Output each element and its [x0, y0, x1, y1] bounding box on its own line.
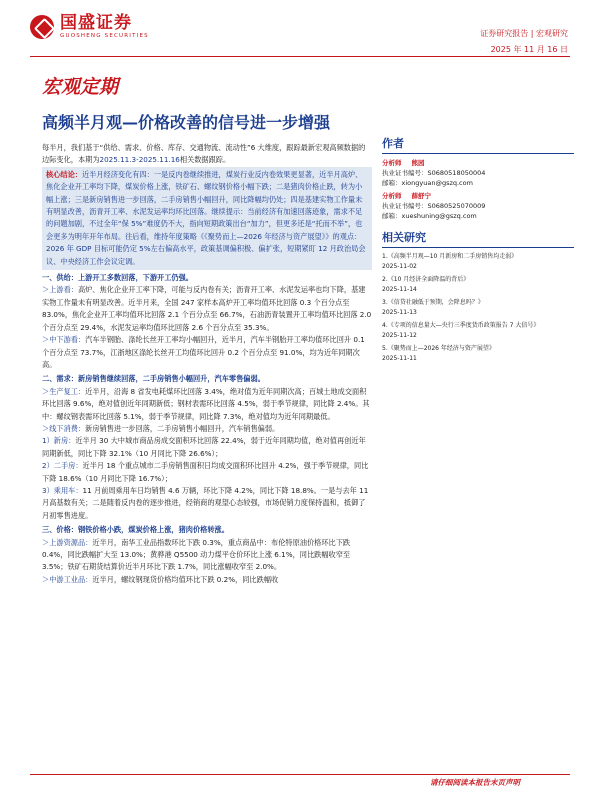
analyst-email[interactable]: 邮箱：xueshuning@gszq.com: [382, 212, 477, 220]
header-divider: [30, 56, 570, 57]
intro-period: 2025.11.3-2025.11.16: [99, 155, 180, 165]
para-second-house: 2）二手房：近半月 18 个重点城市二手房销售面积日均成交面积环比回升 4.2%，强于季节规律，同比下降 18.6%（10 月同比下降 16.7%）；: [42, 461, 369, 483]
authors-heading: 作者: [382, 135, 574, 154]
footer-divider: [30, 774, 570, 775]
report-date: 2025 年 11 月 16 日: [490, 45, 568, 54]
analyst-card: 分析师 熊园 执业证书编号：S0680518050004 邮箱：xiongyuan@gszq.com: [382, 158, 574, 188]
para-midstream: ＞中下游看：汽车半钢胎、涤纶长丝开工率均小幅回升，近半月，汽车半钢胎开工率均值环比回升 0.1 个百分点至 73.7%，江浙地区涤纶长丝开工均值环比回升 0.2 个百分点至 91.0%，均为近年同期次高。: [42, 335, 365, 369]
disclaimer-note: 请仔细阅读本报告末页声明: [430, 778, 520, 787]
page-header: [0, 0, 600, 62]
heading-demand: 二、需求：新房销售继续回落，二手房销售小幅回升，汽车零售偏弱。: [42, 374, 265, 384]
para-industrial: ＞中游工业品：近半月，螺纹钢现货价格均值环比下跌 0.2%，同比跌幅收: [42, 574, 279, 584]
intro-paragraph: 每半月，我们基于“供给、需求、价格、库存、交通物流、流动性”6 大维度，跟踪最新宏观高频数据的边际变化，本期为2025.11.3-2025.11.16相关数据跟踪。: [42, 143, 366, 165]
related-report-link[interactable]: 3.《信贷社融低于预期，会降息吗？》 2025-11-13: [382, 299, 484, 316]
related-report-link[interactable]: 2.《10 月经济全面降温的背后》 2025-11-14: [382, 276, 470, 293]
heading-supply: 一、供给：上游开工多数回落，下游开工仍强。: [42, 273, 193, 283]
related-heading: 相关研究: [382, 229, 574, 248]
para-resources: ＞上游资源品：近半月，南华工业品指数环比下跌 0.3%，重点商品中：布伦特原油价格环比下跌 0.4%，同比跌幅扩大至 13.0%；黄骅港 Q5500 动力煤平仓价环比上涨 6.1%，同比跌幅收窄至 3.5%；铁矿石期货结算价近半月环比下跌 1.7%，同比涨幅收窄至 2.0%。: [42, 537, 351, 572]
analyst-email[interactable]: 邮箱：xiongyuan@gszq.com: [382, 179, 473, 187]
para-consumption: ＞线下消费：新房销售进一步回落，二手房销售小幅回升，汽车销售偏弱。: [42, 423, 280, 433]
page-footer: [30, 774, 570, 788]
related-report-link[interactable]: 4.《专项的信息量大—央行三季度货币政策报告 7 大信号》 2025-11-12: [382, 322, 540, 339]
heading-price: 三、价格：钢铁价格小跌，煤炭价格上涨，猪肉价格转涨。: [42, 525, 229, 535]
logo-name-en: GUOSHENG SECURITIES: [60, 33, 149, 39]
para-upstream: ＞上游看：高炉、焦化企业开工率下降，可能与反内卷有关；沥青开工率、水泥发运率也均下降，基建实物工作量未有明显改善。近半月来，全国 247 家样本高炉开工率均值环比回落 0.3 个百分点至 83.0%，焦化企业开工率均值环比回落 2.1 个百分点至 66.7%，石油沥青装置开工率均值环比回落 2.0 个百分点至 29.4%，水泥发运率均值环比回落 2.6 个百分点至 35.3%。: [42, 285, 372, 332]
sidebar: [382, 135, 574, 367]
logo-name-cn: 国盛证券: [60, 13, 132, 33]
para-production: ＞生产复工：近半月，沿海 8 省发电耗煤环比回落 3.4%，绝对值为近年同期次高；百城土地成交面积环比回落 9.6%，绝对值创近年同期新低；钢材表需环比回落 4.5%，弱于季节规律，同比降 2.4%。其中：螺纹钢表需环比回落 5.1%，弱于季节规律，同比降 7.3%，绝对值均为近年同期最低。: [42, 386, 370, 421]
section-title: 宏观定期: [42, 76, 119, 98]
company-logo: [30, 14, 149, 40]
related-report-link[interactable]: 1.《高频半月观—10 月新房和二手房销售均走弱》 2025-11-02: [382, 253, 518, 270]
para-cars: 3）乘用车：11 月前周乘用车日均销售 4.6 万辆，环比下降 4.2%，同比下降 18.8%。一是与去年 11 月高基数有关；二是随着反内卷的逐步推进，经销商的观望心态较强，市场促销力度保持温和，抵御了月初零售进度。: [42, 485, 369, 520]
related-report-link[interactable]: 5.《聚势而上—2026 年经济与资产展望》 2025-11-11: [382, 345, 495, 362]
header-meta: [480, 26, 568, 58]
report-body: [42, 140, 372, 586]
key-conclusion: 核心结论：近半月经济变化有四：一是反内卷继续推进，煤炭行业反内卷效果更显著，近半月高炉、焦化企业开工率均下降，煤炭价格上涨，铁矿石、螺纹钢价格小幅下跌；二是猪肉价格止跌，转为小幅上涨；三是新房销售进一步回落，二手房销售小幅回升，同比降幅均仍处；四是基建实物工作量未有明显改善，沥青开工率、水泥发运率均环比回落。继续提示：当前经济有加速回落迹象，需求不足的问题加剧，不过全年“保 5%”难度仍不大，指向短期政策出台“加力”，但更多还是“托而不举”，也会更多为明年开年布局。往后看，维持年度策略《《聚势而上—2026 年经济与资产展望》》的观点：2026 年 GDP 目标可能仍定 5%左右偏高水平，政策基调偏积极、偏扩张，短期紧盯 12 月政治局会议、中央经济工作会议定调。: [42, 167, 372, 270]
para-new-house: 1）新房：近半月 30 大中城市商品房成交面积环比回落 22.4%，弱于近年同期均值，绝对值再创近年同期新低，同比下降 32.1%（10 月同比下降 26.6%）；: [42, 436, 366, 458]
analyst-card: 分析师 薛舒宁 执业证书编号：S0680525070009 邮箱：xueshuning@gszq.com: [382, 191, 574, 221]
report-title: 高频半月观—价格改善的信号进一步增强: [42, 113, 331, 132]
report-type: 证券研究报告 | 宏观研究: [480, 29, 568, 38]
logo-emblem-icon: [30, 15, 54, 39]
